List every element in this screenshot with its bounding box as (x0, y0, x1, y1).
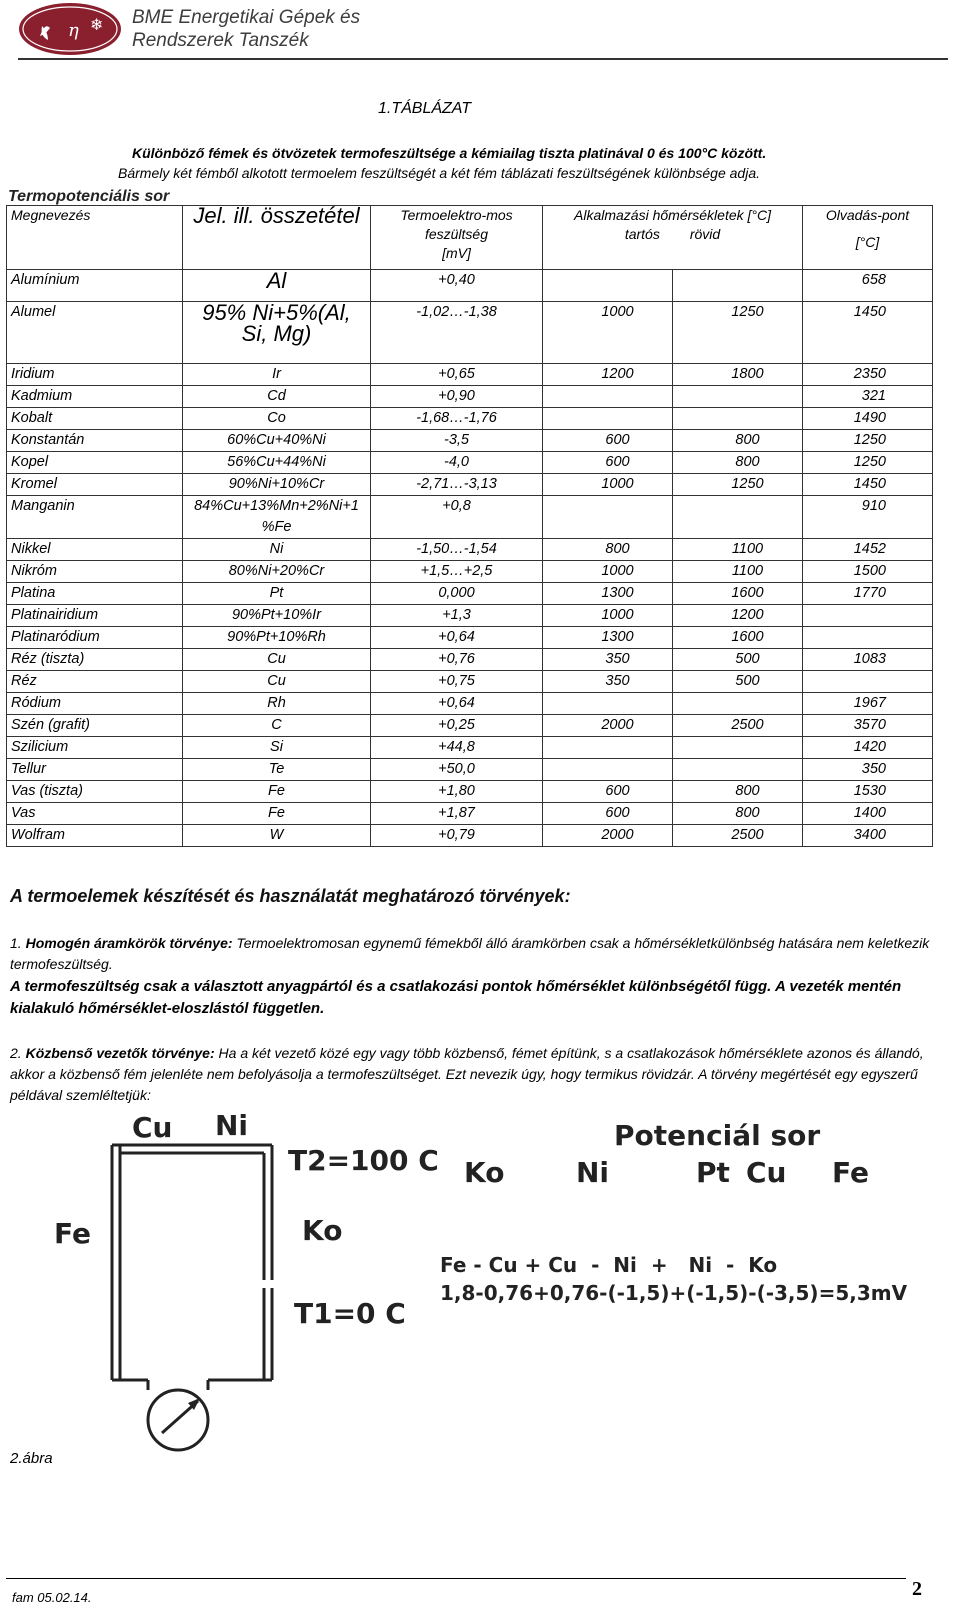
cell-melting-point: 1530 (803, 781, 933, 803)
cell-temp-short: 1250 (673, 302, 803, 364)
cell-temp-long: 600 (543, 803, 673, 825)
cell-temp-long: 350 (543, 671, 673, 693)
table-row (7, 474, 933, 496)
table-title: 1.TÁBLÁZAT (378, 100, 472, 117)
cell-voltage: +0,8 (371, 496, 543, 539)
cell-voltage: +0,90 (371, 386, 543, 408)
table-row (7, 270, 933, 302)
series-cu: Cu (746, 1156, 787, 1189)
institute-name (132, 6, 360, 52)
cell-temp-long: 2000 (543, 715, 673, 737)
cell-melting-point: 1450 (803, 302, 933, 364)
cell-composition: 90%Pt+10%Ir (183, 605, 371, 627)
cell-temp-long (543, 496, 673, 539)
cell-temp-long: 600 (543, 452, 673, 474)
table-row (7, 759, 933, 781)
cell-temp-short: 500 (673, 671, 803, 693)
cell-melting-point: 321 (803, 386, 933, 408)
table-row (7, 302, 933, 364)
cell-temp-short (673, 737, 803, 759)
label-ni: Ni (215, 1109, 249, 1142)
cell-name: Wolfram (7, 825, 183, 847)
cell-name: Nikkel (7, 539, 183, 561)
header-name: Megnevezés (7, 206, 183, 270)
cell-temp-long: 1300 (543, 583, 673, 605)
cell-melting-point: 1500 (803, 561, 933, 583)
cell-name: Manganin (7, 496, 183, 539)
institute-line-2: Rendszerek Tanszék (132, 30, 309, 51)
table-row (7, 803, 933, 825)
header-melting-point: Olvadás-pont [°C] (803, 206, 933, 270)
cell-temp-short: 1800 (673, 364, 803, 386)
cell-composition: Cd (183, 386, 371, 408)
cell-composition: 84%Cu+13%Mn+2%Ni+1 %Fe (183, 496, 371, 539)
cell-melting-point: 3570 (803, 715, 933, 737)
cell-melting-point: 1250 (803, 430, 933, 452)
cell-voltage: +0,25 (371, 715, 543, 737)
cell-melting-point: 1770 (803, 583, 933, 605)
equation-line-1: Fe - Cu + Cu - Ni + Ni - Ko (440, 1253, 778, 1277)
cell-temp-short: 500 (673, 649, 803, 671)
cell-name: Vas (7, 803, 183, 825)
cell-voltage: -3,5 (371, 430, 543, 452)
thermo-table (6, 205, 933, 847)
cell-temp-short (673, 270, 803, 302)
table-row (7, 561, 933, 583)
cell-temp-short (673, 386, 803, 408)
cell-name: Nikróm (7, 561, 183, 583)
cell-voltage: +44,8 (371, 737, 543, 759)
svg-text:η: η (68, 20, 79, 41)
cell-temp-long: 1000 (543, 474, 673, 496)
cell-composition: Co (183, 408, 371, 430)
table-row (7, 737, 933, 759)
cell-temp-short: 800 (673, 430, 803, 452)
cell-temp-long: 800 (543, 539, 673, 561)
cell-melting-point (803, 627, 933, 649)
cell-melting-point: 1250 (803, 452, 933, 474)
cell-melting-point: 350 (803, 759, 933, 781)
cell-melting-point: 910 (803, 496, 933, 539)
cell-temp-short: 1250 (673, 474, 803, 496)
label-ko: Ko (302, 1214, 343, 1247)
cell-voltage: +1,80 (371, 781, 543, 803)
cell-melting-point: 1420 (803, 737, 933, 759)
label-cu: Cu (132, 1111, 173, 1144)
cell-melting-point: 1490 (803, 408, 933, 430)
cell-melting-point (803, 605, 933, 627)
table-row (7, 825, 933, 847)
cell-name: Tellur (7, 759, 183, 781)
law1-paragraph: 1. Homogén áramkörök törvénye: Termoelektromosan egynemű fémekből álló áramkörben csak a hőmérsékletkülönbség hatására nem keletkezik termofeszültség. (10, 935, 930, 972)
cell-composition: Si (183, 737, 371, 759)
cell-melting-point: 1083 (803, 649, 933, 671)
cell-composition: Cu (183, 671, 371, 693)
cell-voltage: -4,0 (371, 452, 543, 474)
cell-composition: 80%Ni+20%Cr (183, 561, 371, 583)
law2-paragraph: 2. Közbenső vezetők törvénye: Ha a két vezető közé egy vagy több közbenső, fémet építünk, s a csatlakozások hőmérséklete azonos és állandó, akkor a közbenső fém jelenléte nem befolyásolja a termofeszültséget. Ezt nevezik úgy, hogy termikus rövidzár. A törvény megértését egy egyszerű példával szemléltetjük: (10, 1045, 924, 1103)
cell-temp-short (673, 408, 803, 430)
law1-bold-paragraph: A termofeszültség csak a választott anyagpártól és a csatlakozási pontok hőmérséklet különbségétől függ. A vezeték mentén kialakuló hőmérséklet-eloszlástól független. (10, 978, 902, 1017)
cell-temp-short: 2500 (673, 715, 803, 737)
cell-composition: Cu (183, 649, 371, 671)
table-row (7, 693, 933, 715)
table-row (7, 605, 933, 627)
cell-temp-long: 1000 (543, 302, 673, 364)
header-composition: Jel. ill. összetétel (183, 206, 371, 270)
cell-melting-point: 658 (803, 270, 933, 302)
cell-temp-long (543, 386, 673, 408)
cell-name: Kobalt (7, 408, 183, 430)
header-divider (18, 58, 948, 60)
table-row (7, 364, 933, 386)
cell-temp-long: 600 (543, 430, 673, 452)
cell-temp-long: 1000 (543, 605, 673, 627)
cell-voltage: +1,5…+2,5 (371, 561, 543, 583)
table-row (7, 649, 933, 671)
table-row (7, 408, 933, 430)
cell-temp-long (543, 408, 673, 430)
table-row (7, 452, 933, 474)
cell-temp-short: 800 (673, 781, 803, 803)
figure-label: 2.ábra (10, 1450, 53, 1467)
cell-composition: Fe (183, 803, 371, 825)
cell-name: Alumínium (7, 270, 183, 302)
cell-melting-point: 1452 (803, 539, 933, 561)
cell-name: Alumel (7, 302, 183, 364)
cell-name: Szilicium (7, 737, 183, 759)
cell-temp-short: 800 (673, 803, 803, 825)
cell-composition: 90%Ni+10%Cr (183, 474, 371, 496)
table-header-row (7, 206, 933, 270)
cell-temp-long: 1200 (543, 364, 673, 386)
law2-name: Közbenső vezetők törvénye: (25, 1045, 215, 1061)
cell-name: Vas (tiszta) (7, 781, 183, 803)
table-row (7, 781, 933, 803)
cell-temp-long (543, 737, 673, 759)
cell-composition: C (183, 715, 371, 737)
equation-line-2: 1,8-0,76+0,76-(-1,5)+(-1,5)-(-3,5)=5,3mV (440, 1281, 908, 1305)
series-ko: Ko (464, 1156, 505, 1189)
cell-name: Réz (7, 671, 183, 693)
cell-temp-long (543, 759, 673, 781)
cell-temp-short: 1100 (673, 561, 803, 583)
cell-temp-short: 1200 (673, 605, 803, 627)
cell-melting-point: 1450 (803, 474, 933, 496)
potential-series-title: Potenciál sor (614, 1119, 821, 1152)
cell-voltage: +0,79 (371, 825, 543, 847)
laws-title: A termoelemek készítését és használatát meghatározó törvények: (10, 886, 571, 906)
cell-composition: Fe (183, 781, 371, 803)
series-fe: Fe (832, 1156, 869, 1189)
cell-voltage: +0,76 (371, 649, 543, 671)
cell-temp-long (543, 270, 673, 302)
cell-temp-long: 2000 (543, 825, 673, 847)
cell-temp-short: 1600 (673, 627, 803, 649)
thermocouple-figure (40, 1105, 920, 1455)
cell-voltage: +0,40 (371, 270, 543, 302)
cell-composition: 90%Pt+10%Rh (183, 627, 371, 649)
cell-temp-short (673, 496, 803, 539)
footer-divider (6, 1578, 906, 1579)
cell-voltage: +0,65 (371, 364, 543, 386)
cell-name: Platinairidium (7, 605, 183, 627)
cell-name: Ródium (7, 693, 183, 715)
label-fe: Fe (54, 1217, 91, 1250)
cell-composition: 95% Ni+5%(Al, Si, Mg) (183, 302, 371, 364)
cell-melting-point: 2350 (803, 364, 933, 386)
cell-voltage: +1,3 (371, 605, 543, 627)
table-row (7, 386, 933, 408)
cell-voltage: 0,000 (371, 583, 543, 605)
cell-composition: Te (183, 759, 371, 781)
cell-name: Platina (7, 583, 183, 605)
series-pt: Pt (696, 1156, 730, 1189)
cell-voltage: -1,50…-1,54 (371, 539, 543, 561)
label-t1: T1=0 C (294, 1297, 406, 1330)
cell-composition: 56%Cu+44%Ni (183, 452, 371, 474)
cell-name: Szén (grafit) (7, 715, 183, 737)
table-row (7, 430, 933, 452)
cell-temp-short: 1100 (673, 539, 803, 561)
cell-temp-short: 2500 (673, 825, 803, 847)
footer-date: fam 05.02.14. (12, 1590, 92, 1605)
cell-temp-short (673, 693, 803, 715)
cell-voltage: -1,02…-1,38 (371, 302, 543, 364)
cell-name: Kadmium (7, 386, 183, 408)
table-caption-2: Bármely két fémből alkotott termoelem feszültségét a két fém táblázati feszültségének különbsége adja. (118, 165, 761, 181)
cell-composition: 60%Cu+40%Ni (183, 430, 371, 452)
cell-melting-point: 3400 (803, 825, 933, 847)
cell-melting-point: 1400 (803, 803, 933, 825)
cell-name: Réz (tiszta) (7, 649, 183, 671)
cell-voltage: -2,71…-3,13 (371, 474, 543, 496)
cell-melting-point (803, 671, 933, 693)
svg-text:❄: ❄ (90, 15, 104, 34)
page-header (18, 2, 948, 60)
page-number: 2 (912, 1578, 922, 1600)
cell-name: Iridium (7, 364, 183, 386)
label-t2: T2=100 C (288, 1144, 439, 1177)
cell-composition: Ni (183, 539, 371, 561)
cell-temp-short (673, 759, 803, 781)
table-row (7, 583, 933, 605)
table-caption-1: Különböző fémek és ötvözetek termofeszültsége a kémiailag tiszta platinával 0 és 100°C között. (132, 145, 767, 161)
cell-temp-short: 1600 (673, 583, 803, 605)
table-row (7, 496, 933, 539)
cell-temp-long: 350 (543, 649, 673, 671)
cell-name: Platinaródium (7, 627, 183, 649)
cell-composition: Pt (183, 583, 371, 605)
table-row (7, 539, 933, 561)
cell-voltage: +1,87 (371, 803, 543, 825)
cell-composition: Al (183, 270, 371, 302)
law1-name: Homogén áramkörök törvénye: (25, 935, 233, 951)
cell-voltage: -1,68…-1,76 (371, 408, 543, 430)
cell-voltage: +0,64 (371, 693, 543, 715)
cell-temp-long: 1000 (543, 561, 673, 583)
header-voltage: Termoelektro-mos feszültség [mV] (371, 206, 543, 270)
header-temperatures: Alkalmazási hőmérsékletek [°C] tartós rövid (543, 206, 803, 270)
cell-temp-long: 1300 (543, 627, 673, 649)
table-subtitle: Termopotenciális sor (8, 188, 170, 205)
cell-voltage: +0,75 (371, 671, 543, 693)
cell-composition: Rh (183, 693, 371, 715)
table-body (7, 270, 933, 847)
series-ni: Ni (576, 1156, 610, 1189)
cell-name: Konstantán (7, 430, 183, 452)
cell-voltage: +0,64 (371, 627, 543, 649)
cell-temp-short: 800 (673, 452, 803, 474)
cell-voltage: +50,0 (371, 759, 543, 781)
cell-temp-long (543, 693, 673, 715)
table-row (7, 715, 933, 737)
cell-melting-point: 1967 (803, 693, 933, 715)
table-row (7, 671, 933, 693)
cell-name: Kromel (7, 474, 183, 496)
cell-composition: Ir (183, 364, 371, 386)
department-logo (18, 2, 122, 56)
cell-name: Kopel (7, 452, 183, 474)
cell-temp-long: 600 (543, 781, 673, 803)
table-row (7, 627, 933, 649)
cell-composition: W (183, 825, 371, 847)
institute-line-1: BME Energetikai Gépek és (132, 7, 361, 28)
